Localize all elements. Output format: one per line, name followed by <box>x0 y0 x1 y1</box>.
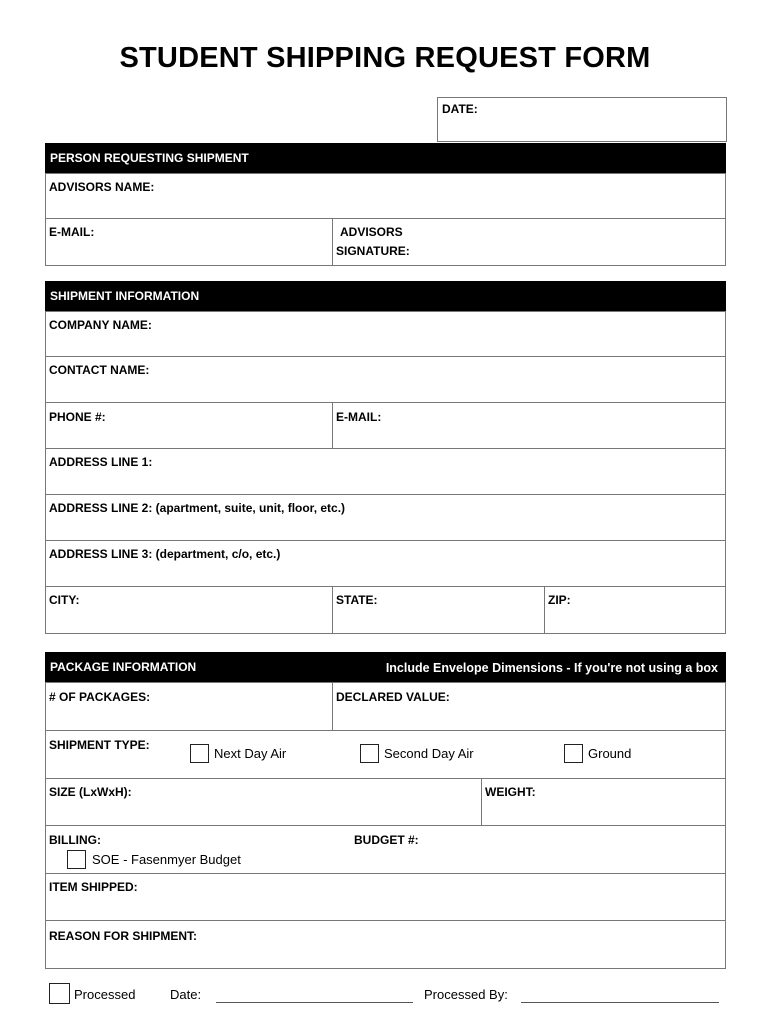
address-line-2-label: ADDRESS LINE 2: (apartment, suite, unit, floor, etc.) <box>49 501 346 515</box>
package-section-header <box>45 652 726 682</box>
footer-date-label: Date: <box>170 987 202 1002</box>
package-header-text: PACKAGE INFORMATION <box>50 660 197 674</box>
processed-by-label: Processed By: <box>424 987 508 1002</box>
state-field[interactable] <box>333 587 544 633</box>
processed-checkbox[interactable] <box>49 983 70 1004</box>
ground-label: Ground <box>588 746 632 761</box>
footer-date-line[interactable] <box>216 1002 413 1003</box>
advisors-name-label: ADVISORS NAME: <box>49 180 155 194</box>
shipment-email-field[interactable] <box>333 403 725 448</box>
processed-by-line[interactable] <box>521 1002 719 1003</box>
city-label: CITY: <box>49 593 80 607</box>
num-packages-label: # OF PACKAGES: <box>49 690 151 704</box>
phone-label: PHONE #: <box>49 410 106 424</box>
zip-label: ZIP: <box>548 593 571 607</box>
contact-name-field[interactable] <box>46 357 725 402</box>
size-field[interactable] <box>46 779 481 825</box>
address-line-3-label: ADDRESS LINE 3: (department, c/o, etc.) <box>49 547 281 561</box>
next-day-air-label: Next Day Air <box>214 746 287 761</box>
state-label: STATE: <box>336 593 378 607</box>
weight-label: WEIGHT: <box>485 785 536 799</box>
advisors-signature-label-1: ADVISORS <box>340 225 403 239</box>
company-name-label: COMPANY NAME: <box>49 318 152 332</box>
requester-section-header <box>45 143 726 173</box>
processed-label: Processed <box>74 987 136 1002</box>
advisors-name-field[interactable] <box>46 174 725 218</box>
form-title: STUDENT SHIPPING REQUEST FORM <box>119 42 651 74</box>
requester-email-label: E-MAIL: <box>49 225 95 239</box>
address-line-1-label: ADDRESS LINE 1: <box>49 455 153 469</box>
address-line-1-field[interactable] <box>46 449 725 494</box>
shipment-section-header <box>45 281 726 311</box>
zip-field[interactable] <box>545 587 725 633</box>
phone-field[interactable] <box>46 403 332 448</box>
contact-name-label: CONTACT NAME: <box>49 363 150 377</box>
date-label: DATE: <box>442 102 478 116</box>
weight-field[interactable] <box>482 779 725 825</box>
company-name-field[interactable] <box>46 312 725 356</box>
billing-label: BILLING: <box>49 833 101 847</box>
ground-checkbox[interactable] <box>564 744 583 763</box>
advisors-signature-label-2: SIGNATURE: <box>336 244 410 258</box>
budget-number-label: BUDGET #: <box>354 833 419 847</box>
budget-number-field[interactable] <box>350 826 725 873</box>
reason-label: REASON FOR SHIPMENT: <box>49 929 198 943</box>
city-field[interactable] <box>46 587 332 633</box>
soe-budget-label: SOE - Fasenmyer Budget <box>92 852 241 867</box>
item-shipped-field[interactable] <box>46 874 725 920</box>
declared-value-label: DECLARED VALUE: <box>336 690 450 704</box>
package-header-note: Include Envelope Dimensions - If you're not using a box <box>385 661 718 675</box>
num-packages-field[interactable] <box>46 683 332 730</box>
requester-header-text: PERSON REQUESTING SHIPMENT <box>50 151 249 165</box>
requester-email-field[interactable] <box>46 219 332 265</box>
size-label: SIZE (LxWxH): <box>49 785 132 799</box>
soe-budget-checkbox[interactable] <box>67 850 86 869</box>
second-day-air-label: Second Day Air <box>384 746 474 761</box>
declared-value-field[interactable] <box>333 683 725 730</box>
advisors-signature-field[interactable] <box>333 219 725 265</box>
item-shipped-label: ITEM SHIPPED: <box>49 880 138 894</box>
shipment-type-label: SHIPMENT TYPE: <box>49 738 150 752</box>
reason-field[interactable] <box>46 921 725 968</box>
shipment-header-text: SHIPMENT INFORMATION <box>50 289 200 303</box>
next-day-air-checkbox[interactable] <box>190 744 209 763</box>
second-day-air-checkbox[interactable] <box>360 744 379 763</box>
address-line-2-field[interactable] <box>46 495 725 540</box>
date-field[interactable] <box>437 97 727 142</box>
address-line-3-field[interactable] <box>46 541 725 586</box>
shipment-email-label: E-MAIL: <box>336 410 382 424</box>
